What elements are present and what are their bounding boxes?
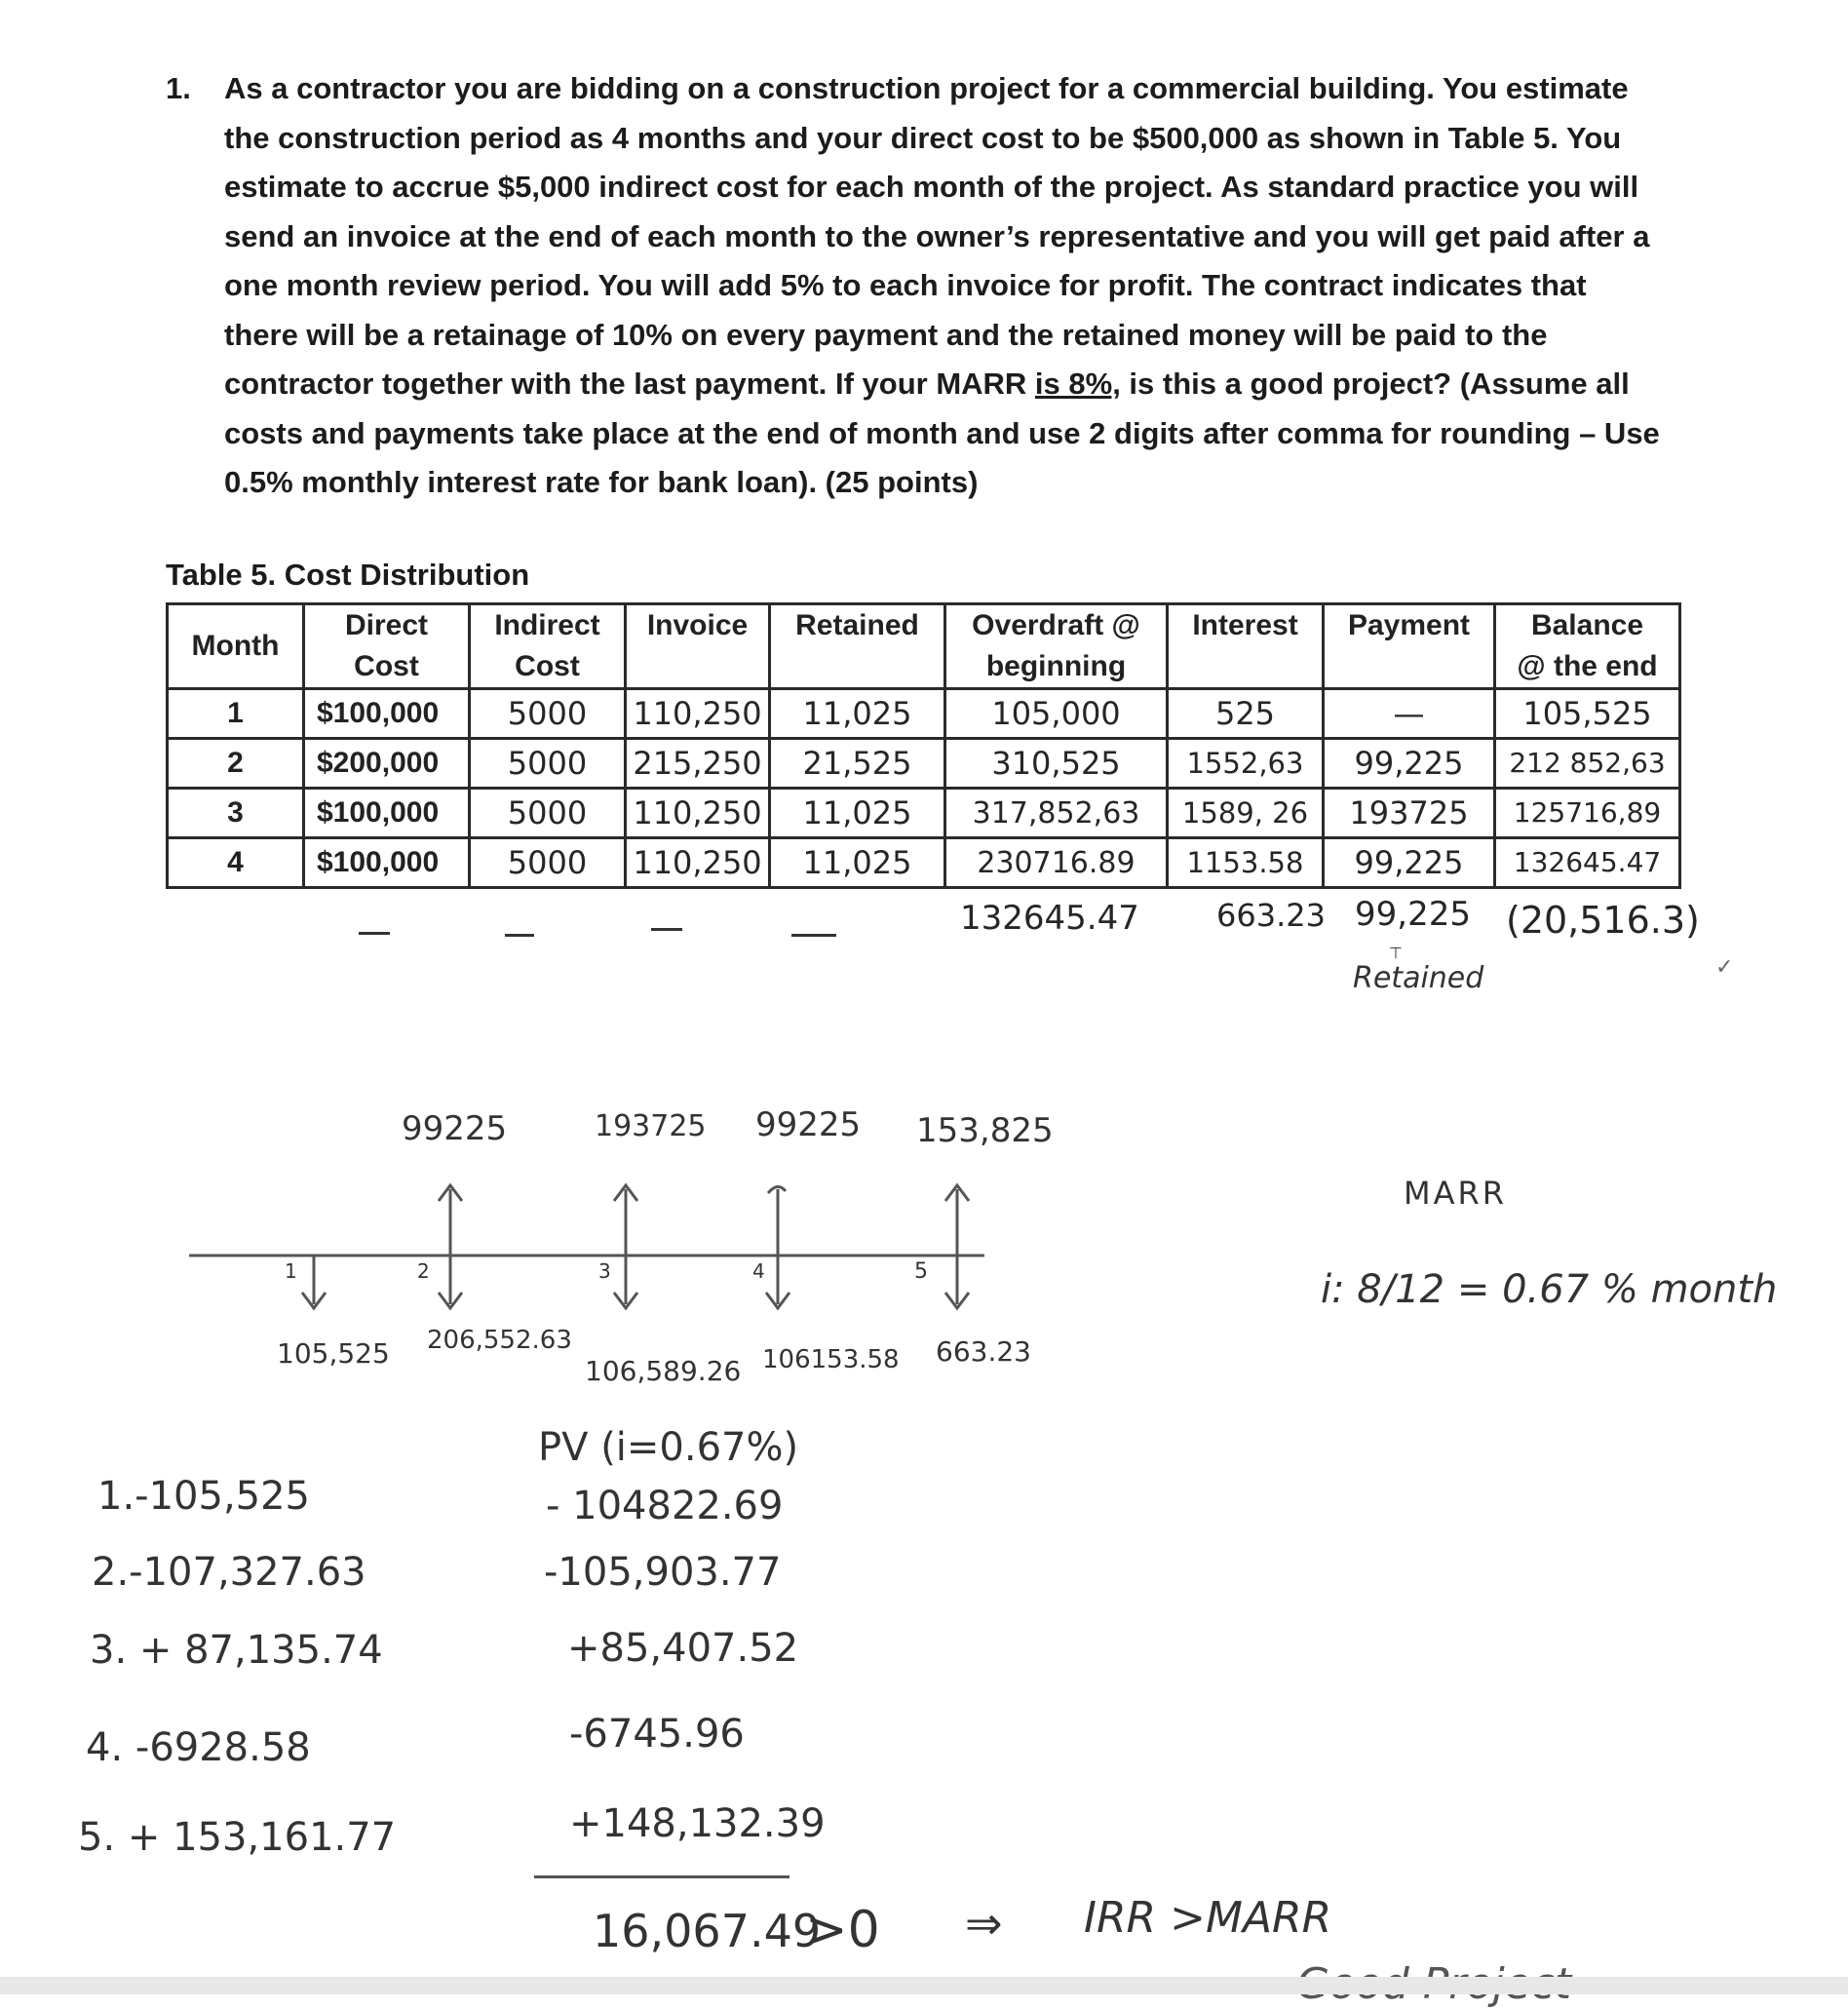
period-label-4: 4 bbox=[752, 1259, 765, 1283]
problem-line-1: As a contractor you are bidding on a construction project for a commercial building. You estimate bbox=[224, 71, 1629, 105]
pv-value-2: -105,903.77 bbox=[544, 1550, 782, 1595]
table-row bbox=[168, 739, 1680, 789]
cell-overdraft: 317,852,63 bbox=[945, 789, 1168, 838]
header-invoice: Invoice bbox=[626, 604, 770, 689]
net-flow-5: 5. + 153,161.77 bbox=[78, 1815, 397, 1860]
header-indirect-cost: Indirect Cost bbox=[470, 604, 626, 689]
marr-label: MARR bbox=[1404, 1175, 1507, 1212]
header-interest: Interest bbox=[1168, 604, 1324, 689]
inflow-label-3: 193725 bbox=[595, 1109, 707, 1143]
header-overdraft: Overdraft @ beginning bbox=[945, 604, 1168, 689]
inflow-label-5: 153,825 bbox=[916, 1111, 1054, 1150]
problem-line-7 bbox=[166, 360, 1667, 409]
cell-retained: 11,025 bbox=[770, 689, 945, 739]
cell-balance: 125716,89 bbox=[1495, 789, 1680, 838]
blank-dash-direct bbox=[359, 932, 390, 935]
blank-dash-invoice bbox=[651, 928, 682, 931]
pv-value-3: +85,407.52 bbox=[567, 1626, 799, 1671]
header-direct-cost: Direct Cost bbox=[304, 604, 470, 689]
problem-number: 1. bbox=[166, 71, 191, 105]
marr-underlined: is 8%, bbox=[1034, 367, 1121, 401]
problem-line-4: send an invoice at the end of each month to the owner’s representative and you will get paid after a bbox=[224, 218, 1650, 253]
extra-interest: 663.23 bbox=[1216, 897, 1326, 934]
blank-dash-retained bbox=[791, 934, 836, 937]
cell-indirect: 5000 bbox=[470, 789, 626, 838]
cell-direct: $200,000 bbox=[304, 739, 470, 789]
cell-month: 3 bbox=[168, 789, 304, 838]
cell-indirect: 5000 bbox=[470, 838, 626, 888]
outflow-label-2: 206,552.63 bbox=[427, 1326, 572, 1355]
period-label-2: 2 bbox=[417, 1259, 430, 1283]
cell-direct: $100,000 bbox=[304, 689, 470, 739]
pv-total: 16,067.49 bbox=[593, 1905, 822, 1957]
cell-overdraft: 105,000 bbox=[945, 689, 1168, 739]
marr-formula: i: 8/12 = 0.67 % month bbox=[1321, 1267, 1778, 1312]
cell-balance: 132645.47 bbox=[1495, 838, 1680, 888]
pv-sum-line bbox=[534, 1875, 789, 1878]
cell-payment: — bbox=[1324, 689, 1495, 739]
cell-month: 1 bbox=[168, 689, 304, 739]
extra-overdraft: 132645.47 bbox=[960, 899, 1139, 938]
cell-interest: 1589, 26 bbox=[1168, 789, 1324, 838]
net-flow-3: 3. + 87,135.74 bbox=[90, 1628, 383, 1673]
cell-payment: 193725 bbox=[1324, 789, 1495, 838]
table-caption: Table 5. Cost Distribution bbox=[166, 558, 530, 592]
problem-line-7-end: is this a good project? (Assume all bbox=[1120, 367, 1630, 401]
header-month: Month bbox=[168, 604, 304, 689]
cell-direct: $100,000 bbox=[304, 838, 470, 888]
cell-indirect: 5000 bbox=[470, 739, 626, 789]
pv-value-4: -6745.96 bbox=[569, 1712, 745, 1757]
problem-line-3: estimate to accrue $5,000 indirect cost for each month of the project. As standard practice you will bbox=[224, 170, 1639, 204]
cell-balance: 212 852,63 bbox=[1495, 739, 1680, 789]
problem-statement bbox=[166, 64, 1667, 508]
outflow-label-5: 663.23 bbox=[936, 1335, 1031, 1368]
retained-arrow-icon: ⊤ bbox=[1389, 944, 1403, 962]
blank-dash-indirect bbox=[505, 934, 534, 937]
period-label-1: 1 bbox=[285, 1259, 297, 1283]
extra-payment-note: Retained bbox=[1353, 961, 1484, 995]
cell-retained: 11,025 bbox=[770, 838, 945, 888]
net-flow-4: 4. -6928.58 bbox=[86, 1725, 311, 1770]
header-payment: Payment bbox=[1324, 604, 1495, 689]
header-retained: Retained bbox=[770, 604, 945, 689]
pv-comparison: >0 bbox=[805, 1901, 880, 1959]
cell-indirect: 5000 bbox=[470, 689, 626, 739]
cell-overdraft: 310,525 bbox=[945, 739, 1168, 789]
cell-interest: 1552,63 bbox=[1168, 739, 1324, 789]
cell-overdraft: 230716.89 bbox=[945, 838, 1168, 888]
cell-month: 4 bbox=[168, 838, 304, 888]
header-balance: Balance @ the end bbox=[1495, 604, 1680, 689]
cell-direct: $100,000 bbox=[304, 789, 470, 838]
problem-line-7-start: contractor together with the last payment. If your MARR bbox=[224, 367, 1035, 401]
outflow-label-3: 106,589.26 bbox=[585, 1355, 742, 1387]
table-row bbox=[168, 838, 1680, 888]
pv-value-5: +148,132.39 bbox=[569, 1801, 826, 1846]
pv-value-1: - 104822.69 bbox=[546, 1484, 784, 1528]
cell-interest: 525 bbox=[1168, 689, 1324, 739]
problem-line-6: there will be a retainage of 10% on every payment and the retained money will be paid to the bbox=[224, 317, 1548, 352]
implies-arrow-icon: ⇒ bbox=[965, 1897, 1003, 1950]
bottom-strip bbox=[0, 1977, 1848, 1994]
problem-line-9: 0.5% monthly interest rate for bank loan). (25 points) bbox=[224, 465, 979, 499]
extra-balance: (20,516.3) bbox=[1506, 899, 1700, 942]
cell-payment: 99,225 bbox=[1324, 838, 1495, 888]
outflow-label-4: 106153.58 bbox=[762, 1345, 900, 1374]
inflow-label-4: 99225 bbox=[755, 1105, 862, 1144]
cell-retained: 11,025 bbox=[770, 789, 945, 838]
cell-invoice: 110,250 bbox=[626, 789, 770, 838]
table-header-row bbox=[168, 604, 1680, 689]
period-label-5: 5 bbox=[914, 1259, 928, 1284]
cell-retained: 21,525 bbox=[770, 739, 945, 789]
cell-month: 2 bbox=[168, 739, 304, 789]
cell-invoice: 215,250 bbox=[626, 739, 770, 789]
inflow-label-2: 99225 bbox=[402, 1109, 508, 1148]
table-row bbox=[168, 789, 1680, 838]
cost-distribution-table bbox=[166, 602, 1681, 889]
checkmark-icon: ✓ bbox=[1715, 955, 1734, 980]
cell-interest: 1153.58 bbox=[1168, 838, 1324, 888]
problem-line-2: the construction period as 4 months and your direct cost to be $500,000 as shown in Table 5. You bbox=[224, 120, 1622, 155]
problem-line-5: one month review period. You will add 5% to each invoice for profit. The contract indicates that bbox=[224, 268, 1587, 302]
cell-invoice: 110,250 bbox=[626, 838, 770, 888]
extra-payment: 99,225 bbox=[1355, 895, 1471, 934]
outflow-label-1: 105,525 bbox=[277, 1337, 390, 1370]
net-flow-2: 2.-107,327.63 bbox=[92, 1550, 366, 1595]
pv-conclusion: IRR >MARR bbox=[1084, 1893, 1332, 1943]
problem-line-8: costs and payments take place at the end of month and use 2 digits after comma for rounding – Use bbox=[224, 415, 1660, 450]
period-label-3: 3 bbox=[598, 1259, 611, 1283]
cell-balance: 105,525 bbox=[1495, 689, 1680, 739]
table-row bbox=[168, 689, 1680, 739]
net-flow-1: 1.-105,525 bbox=[97, 1474, 311, 1519]
pv-header: PV (i=0.67%) bbox=[538, 1425, 799, 1470]
cell-invoice: 110,250 bbox=[626, 689, 770, 739]
cell-payment: 99,225 bbox=[1324, 739, 1495, 789]
